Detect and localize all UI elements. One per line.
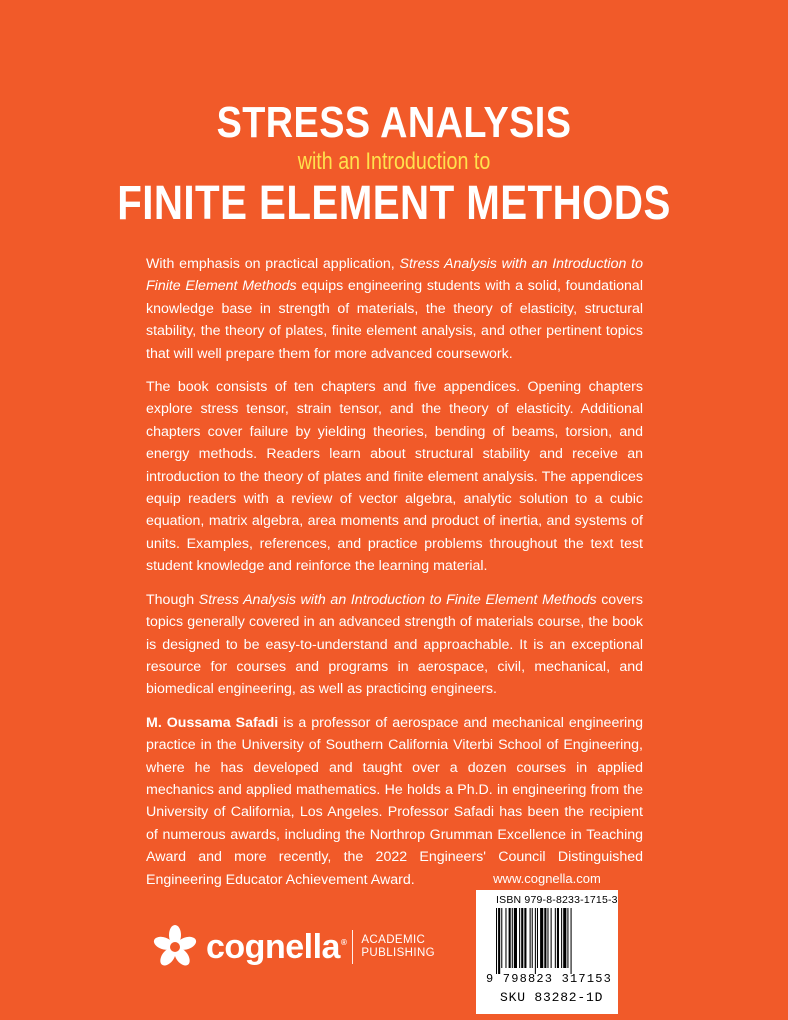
barcode-bar — [557, 908, 559, 968]
barcode-bar — [501, 908, 502, 968]
author-name: M. Oussama Safadi — [146, 714, 279, 731]
paragraph-2: The book consists of ten chapters and five appendices. Opening chapters explore stress tensor, strain tensor, and the theory of elasticity. Additional chapters cover failure by yielding theories, bending of beams, torsion, and energy methods. Readers learn about structural stability and receive an introduction to the theory of plates and finite element analysis. The appendices equip readers with a review of vector algebra, analytic solution to a cubic equation, matrix algebra, area moments and product of inertia, and systems of units. Examples, references, and practice problems throughout the text test student knowledge and reinforce the learning material. — [146, 379, 643, 575]
barcode-bar — [524, 908, 526, 968]
title-line-2: with an Introduction to — [297, 148, 491, 175]
barcode-bar — [547, 908, 548, 968]
barcode-bar — [530, 908, 531, 968]
publisher-logo — [152, 924, 435, 970]
barcode-bar — [512, 908, 513, 968]
author-bio: M. Oussama Safadi is a professor of aerospace and mechanical engineering practice in the University of Southern California Viterbi School of Engineering, where he has developed and taught over a dozen courses in applied mechanics and applied mathematics. He holds a Ph.D. in engineering from the University of California, Los Angeles. Professor Safadi has been the recipient of numerous awards, including the Northrop Grumman Excellence in Teaching Award and more recently, the 2022 Engineers' Council Distinguished Engineering Educator Achievement Award. — [146, 714, 643, 888]
barcode-bar — [567, 908, 568, 968]
barcode-bar — [537, 908, 538, 968]
barcode-bar — [514, 908, 517, 968]
barcode-bar — [555, 908, 556, 968]
publisher-subtitle: ACADEMIC PUBLISHING — [361, 934, 436, 959]
barcode-digits: 9 798823 317153 — [486, 972, 613, 986]
logo-divider — [352, 930, 353, 964]
barcode-bar — [563, 908, 566, 968]
barcode-bar — [519, 908, 520, 968]
barcode-bar — [540, 908, 543, 968]
paragraph-3: Though Stress Analysis with an Introduction to Finite Element Methods covers topics generally covered in an advanced strength of materials course, the book is designed to be easy-to-understand and approachable. It is an exceptional resource for courses and programs in aerospace, civil, mechanical, and biomedical engineering, as well as practicing engineers. — [146, 591, 643, 698]
barcode-bar — [509, 908, 511, 968]
paragraph-1: With emphasis on practical application, Stress Analysis with an Introduction to Finite Element Methods equips engineering students with a solid, foundational knowledge base in strength of materials, the theory of elasticity, structural stability, the theory of plates, finite element analysis, and other pertinent topics that will well prepare them for more advanced coursework. — [146, 256, 643, 362]
back-cover-description — [146, 253, 643, 902]
sku-text: SKU 83282-1D — [500, 990, 604, 1005]
cognella-flower-icon — [152, 924, 198, 970]
barcode-bar — [498, 908, 500, 974]
barcode-label — [476, 890, 618, 1014]
barcode-bar — [544, 908, 546, 968]
barcode-bar — [496, 908, 497, 974]
title-line-1: STRESS ANALYSIS — [216, 98, 572, 147]
barcode-bar — [571, 908, 572, 974]
barcode-bar — [535, 908, 536, 974]
publisher-website: www.cognella.com — [493, 871, 601, 886]
barcode-bar — [521, 908, 523, 968]
isbn-text: ISBN 979-8-8233-1715-3 — [496, 894, 618, 906]
barcode-bar — [551, 908, 552, 968]
barcode-bar — [532, 908, 533, 968]
title-line-3: FINITE ELEMENT METHODS — [117, 177, 671, 230]
barcode-bars — [496, 908, 600, 974]
cover-title — [0, 96, 788, 232]
barcode-bar — [505, 908, 506, 968]
barcode-bar — [561, 908, 562, 968]
publisher-name: cognella® — [206, 927, 347, 966]
